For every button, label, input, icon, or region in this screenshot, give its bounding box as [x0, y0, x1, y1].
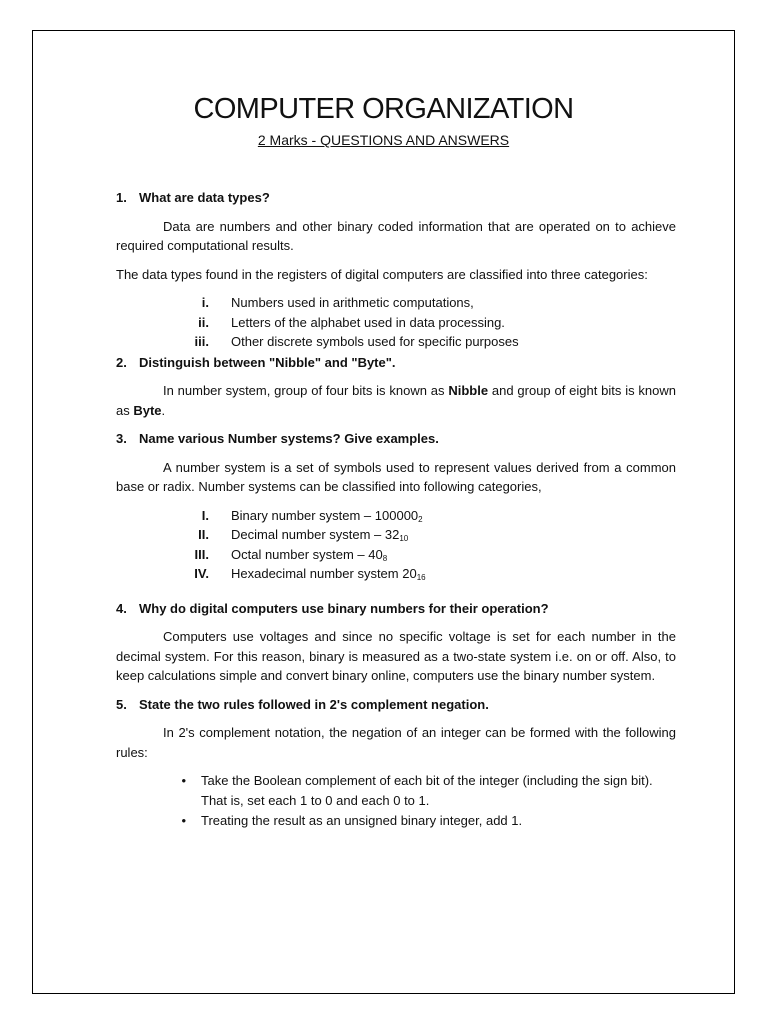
- question-text: Name various Number systems? Give examples.: [139, 431, 439, 446]
- list-item: [116, 545, 676, 565]
- list-marker: iii.: [194, 334, 209, 349]
- number-system-list: [116, 506, 676, 584]
- list-item: [116, 564, 676, 584]
- list-item: [116, 771, 676, 810]
- answer-text: .: [161, 402, 166, 418]
- page-subtitle: 2 Marks - QUESTIONS AND ANSWERS: [257, 132, 510, 148]
- list-marker: II.: [198, 527, 209, 542]
- list-item-text: Other discrete symbols used for specific purposes: [231, 334, 519, 349]
- base-subscript: 2: [418, 514, 423, 524]
- question-text: What are data types?: [139, 190, 270, 205]
- answer-text: In number system, group of four bits is known as: [163, 383, 449, 398]
- answer-4-paragraph: Computers use voltages and since no specific voltage is set for each number in the decimal system. For this reason, binary is measured as a two-state system i.e. on or off. Also, to keep calculations simple and convert binary online, computers use the binary number system.: [116, 629, 676, 683]
- question-number: 5.: [116, 696, 127, 712]
- answer-1-paragraph-1: Data are numbers and other binary coded information that are operated on to achieve required computational results.: [116, 218, 676, 253]
- question-number: 2.: [116, 354, 127, 370]
- answer-text: and group of eight bits is known as: [116, 383, 676, 418]
- list-item-text: [231, 564, 426, 584]
- list-item-text: [231, 545, 387, 565]
- question-2: [116, 353, 676, 373]
- example-text: Binary number system – 100000: [231, 507, 419, 523]
- question-number: 4.: [116, 600, 127, 616]
- question-5: [116, 695, 676, 715]
- list-item-text: Treating the result as an unsigned binary integer, add 1.: [201, 813, 523, 828]
- list-marker: ii.: [198, 314, 209, 330]
- list-item: [116, 332, 676, 352]
- base-subscript: 16: [416, 573, 426, 582]
- base-subscript: 10: [399, 534, 409, 543]
- list-item-text: Take the Boolean complement of each bit of the integer (including the sign bit). That is, set each 1 to 0 and each 0 to 1.: [201, 773, 653, 808]
- list-item: [116, 525, 676, 545]
- base-subscript: 8: [382, 553, 388, 563]
- data-type-list: [116, 293, 676, 352]
- bullet-icon: •: [181, 773, 186, 788]
- answer-3-paragraph: A number system is a set of symbols used to represent values derived from a common base or radix. Number systems can be classified into following categories,: [116, 459, 676, 494]
- example-text: Octal number system – 40: [231, 546, 383, 562]
- answer-1-paragraph-2: The data types found in the registers of digital computers are classified into three categories:: [116, 266, 648, 282]
- list-item-text: Numbers used in arithmetic computations,: [231, 295, 474, 310]
- list-item-text: Letters of the alphabet used in data processing.: [231, 314, 505, 330]
- bullet-icon: •: [181, 813, 186, 828]
- list-marker: I.: [201, 507, 209, 523]
- question-3: [116, 429, 676, 449]
- question-text: Why do digital computers use binary numbers for their operation?: [139, 600, 549, 616]
- nibble-term: Nibble: [448, 383, 489, 398]
- example-text: Hexadecimal number system 20: [231, 566, 417, 581]
- question-number: 1.: [116, 190, 127, 205]
- spacer: [116, 585, 676, 599]
- qa-content: [116, 188, 676, 832]
- list-marker: i.: [201, 295, 209, 310]
- question-text: Distinguish between "Nibble" and "Byte".: [139, 354, 396, 370]
- negation-rules-list: [116, 771, 676, 831]
- list-item: [116, 811, 676, 831]
- list-item-text: [231, 506, 423, 526]
- list-marker: IV.: [194, 566, 209, 581]
- answer-2-paragraph: [116, 381, 676, 420]
- answer-5-paragraph: In 2's complement notation, the negation of an integer can be formed with the following rules:: [116, 725, 676, 760]
- list-item: [116, 313, 676, 333]
- list-item: [116, 293, 676, 313]
- question-4: [116, 599, 676, 619]
- page-title: COMPUTER ORGANIZATION: [193, 93, 574, 125]
- question-number: 3.: [116, 431, 127, 446]
- document-page: [32, 30, 735, 994]
- example-text: Decimal number system – 32: [231, 527, 400, 542]
- question-text: State the two rules followed in 2's complement negation.: [139, 696, 489, 712]
- byte-term: Byte: [133, 402, 162, 418]
- list-marker: III.: [194, 546, 209, 562]
- list-item-text: [231, 525, 408, 545]
- question-1: [116, 188, 676, 208]
- list-item: [116, 506, 676, 526]
